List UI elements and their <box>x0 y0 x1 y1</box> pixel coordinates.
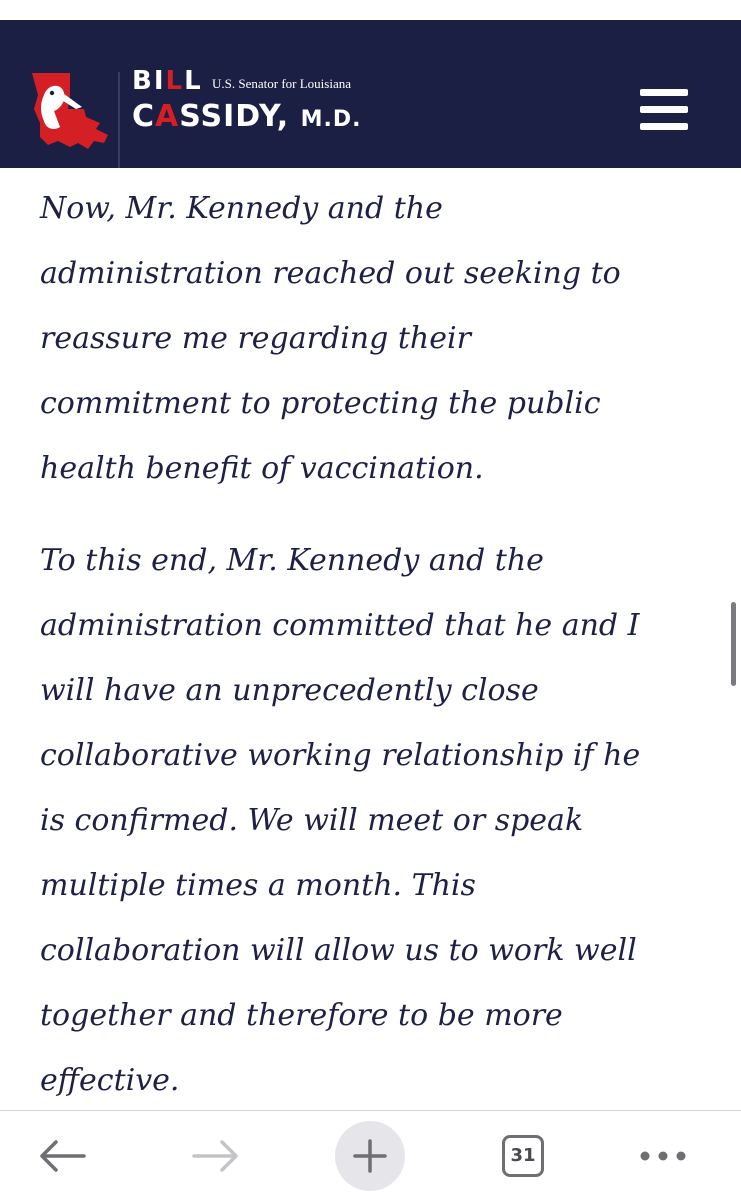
more-dots-icon <box>639 1150 687 1162</box>
back-button[interactable] <box>24 1111 100 1200</box>
forward-button[interactable] <box>178 1111 254 1200</box>
paragraph-line: collaboration will allow us to work well <box>40 933 637 968</box>
brand-tagline: U.S. Senator for Louisiana <box>212 76 352 91</box>
brand-suffix: M.D. <box>300 107 362 132</box>
plus-icon <box>352 1138 388 1174</box>
menu-bar <box>640 106 688 113</box>
new-tab-button[interactable] <box>334 1111 406 1200</box>
paragraph-line: Now, Mr. Kennedy and the <box>40 191 443 226</box>
paragraph-line: together and therefore to be more <box>40 998 563 1033</box>
brand-first-name[interactable]: BILL <box>132 66 203 96</box>
paragraph-line: collaborative working relationship if he <box>40 738 641 773</box>
paragraph-line: administration committed that he and I <box>40 608 640 643</box>
brand-last-name[interactable]: CASSIDY, M.D. <box>132 99 362 134</box>
menu-bar <box>640 123 688 130</box>
back-arrow-icon <box>38 1139 86 1173</box>
tab-switcher-button[interactable] <box>488 1111 558 1200</box>
menu-bar <box>640 89 688 96</box>
tab-count: 31 <box>502 1135 544 1177</box>
paragraph-line: reassure me regarding their <box>40 321 471 356</box>
more-button[interactable] <box>628 1111 698 1200</box>
article-paragraph <box>40 176 720 501</box>
article-paragraph <box>40 528 720 1113</box>
paragraph-line: will have an unprecedently close <box>40 673 539 708</box>
scrollbar-thumb[interactable] <box>731 602 736 686</box>
new-tab-circle <box>335 1121 405 1191</box>
paragraph-line: To this end, Mr. Kennedy and the <box>40 543 544 578</box>
logo-divider <box>118 72 120 168</box>
status-strip <box>0 0 741 20</box>
hamburger-menu-icon[interactable] <box>634 74 694 144</box>
louisiana-pelican-logo-icon[interactable] <box>30 65 112 155</box>
site-header <box>0 20 741 168</box>
paragraph-line: is confirmed. We will meet or speak <box>40 803 584 838</box>
paragraph-line: effective. <box>40 1063 180 1098</box>
paragraph-line: health benefit of vaccination. <box>40 451 484 486</box>
paragraph-line: commitment to protecting the public <box>40 386 601 421</box>
paragraph-line: multiple times a month. This <box>40 868 476 903</box>
browser-toolbar <box>0 1110 741 1200</box>
forward-arrow-icon <box>192 1139 240 1173</box>
paragraph-line: administration reached out seeking to <box>40 256 621 291</box>
